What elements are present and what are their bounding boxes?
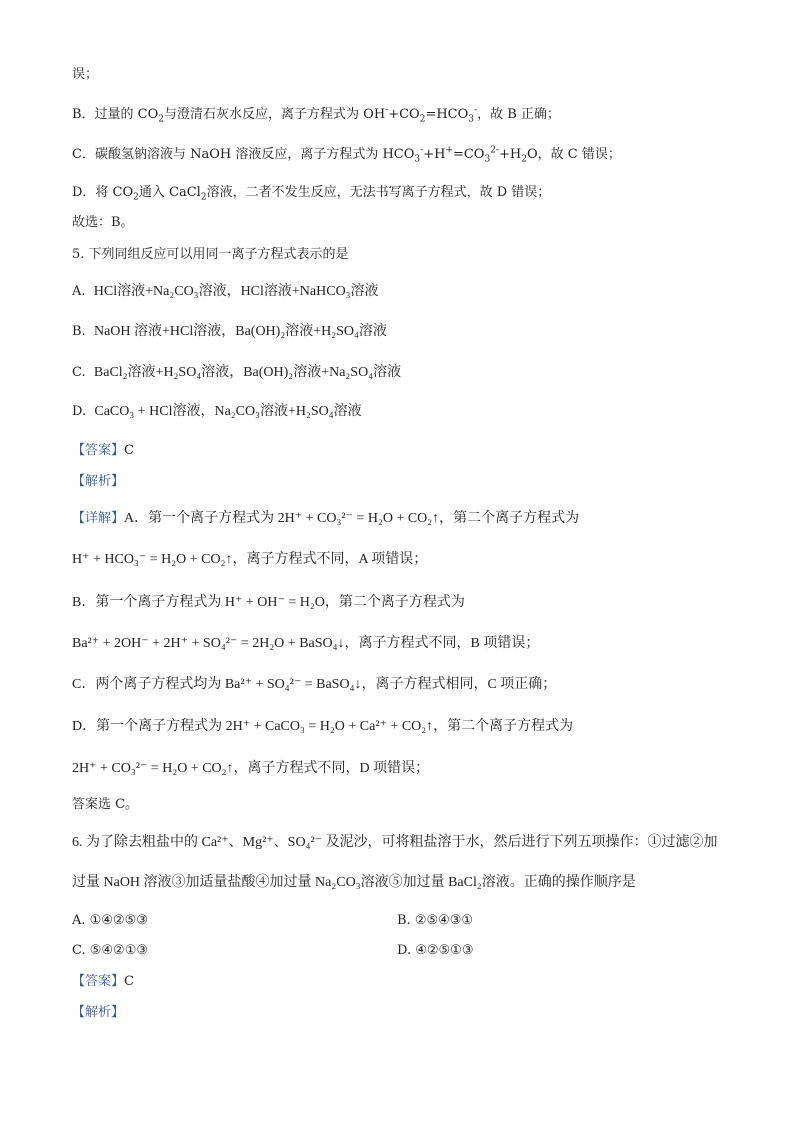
answer-tag: 【答案】 — [72, 443, 125, 458]
detail-line: 【详解】A．第一个离子方程式为 2H⁺ + CO₃²⁻ = H₂O + CO₂↑，第二个离子方程式为 — [72, 511, 580, 526]
question-stem: 过量 NaOH 溶液③加适量盐酸④加过量 Na₂CO₃溶液⑤加过量 BaCl₂溶液。正确的操作顺序是 — [72, 875, 636, 890]
text-line: C．碳酸氢钠溶液与 NaOH 溶液反应，离子方程式为 $HCO_3^-+H^+=CO_3^{2-}+H_2O$，故 C 错误； — [72, 145, 621, 165]
option-b: B. ②⑤④③① — [397, 913, 474, 928]
analysis-tag: 【解析】 — [72, 474, 125, 489]
answer-line — [72, 442, 134, 460]
option-c: C. BaCl₂溶液+H₂SO₄溶液，Ba(OH)₂溶液+Na₂SO₄溶液 — [72, 365, 402, 380]
option-b: B. NaOH 溶液+HCl溶液，Ba(OH)₂溶液+H₂SO₄溶液 — [72, 324, 387, 339]
option-a: A. ①④②⑤③ — [72, 913, 148, 928]
option-a: A. HCl溶液+Na₂CO₃溶液，HCl溶液+NaHCO₃溶液 — [72, 284, 379, 299]
detail-line: D．第一个离子方程式为 2H⁺ + CaCO₃ = H₂O + Ca²⁺ + CO₂↑，第二个离子方程式为 — [72, 719, 574, 734]
option-d: D. ④②⑤①③ — [397, 943, 474, 958]
question-stem: 5. 下列同组反应可以用同一离子方程式表示的是 — [72, 247, 349, 262]
text-line: B．过量的 $CO_2$与澄清石灰水反应，离子方程式为 $OH^-+CO_2=HCO_3^-$，故 B 正确； — [72, 105, 560, 125]
detail-line: 2H⁺ + CO₃²⁻ = H₂O + CO₂↑，离子方程式不同，D 项错误； — [72, 761, 430, 776]
answer-value: C — [124, 974, 134, 989]
detail-line: B．第一个离子方程式为 H⁺ + OH⁻ = H₂O，第二个离子方程式为 — [72, 595, 465, 610]
detail-line: Ba²⁺ + 2OH⁻ + 2H⁺ + SO₄²⁻ = 2H₂O + BaSO₄↓，离子方程式不同，B 项错误； — [72, 636, 540, 651]
conclusion-line: 答案选 C。 — [72, 797, 139, 812]
answer-tag: 【答案】 — [72, 974, 125, 989]
option-d: D. CaCO₃ + HCl溶液，Na₂CO₃溶液+H₂SO₄溶液 — [72, 404, 362, 419]
option-c: C. ⑤④②①③ — [72, 943, 149, 958]
text-line: D．将 $CO_2$通入 CaCl$_2$溶液，二者不发生反应，无法书写离子方程式，故 D 错误； — [72, 185, 551, 203]
detail-tag: 【详解】 — [72, 511, 125, 526]
answer-line — [72, 973, 134, 991]
question-stem: 6. 为了除去粗盐中的 Ca²⁺、Mg²⁺、SO₄²⁻ 及泥沙，可将粗盐溶于水，然后进行下列五项操作：①过滤②加 — [72, 835, 718, 850]
detail-line: C．两个离子方程式均为 Ba²⁺ + SO₄²⁻ = BaSO₄↓，离子方程式相同，C 项正确； — [72, 677, 557, 692]
answer-value: C — [124, 443, 134, 458]
detail-line: H⁺ + HCO₃⁻ = H₂O + CO₂↑，离子方程式不同，A 项错误； — [72, 552, 428, 567]
analysis-tag: 【解析】 — [72, 1005, 125, 1020]
text-line: 故选：B。 — [72, 215, 134, 230]
text-line: 误； — [72, 67, 99, 82]
